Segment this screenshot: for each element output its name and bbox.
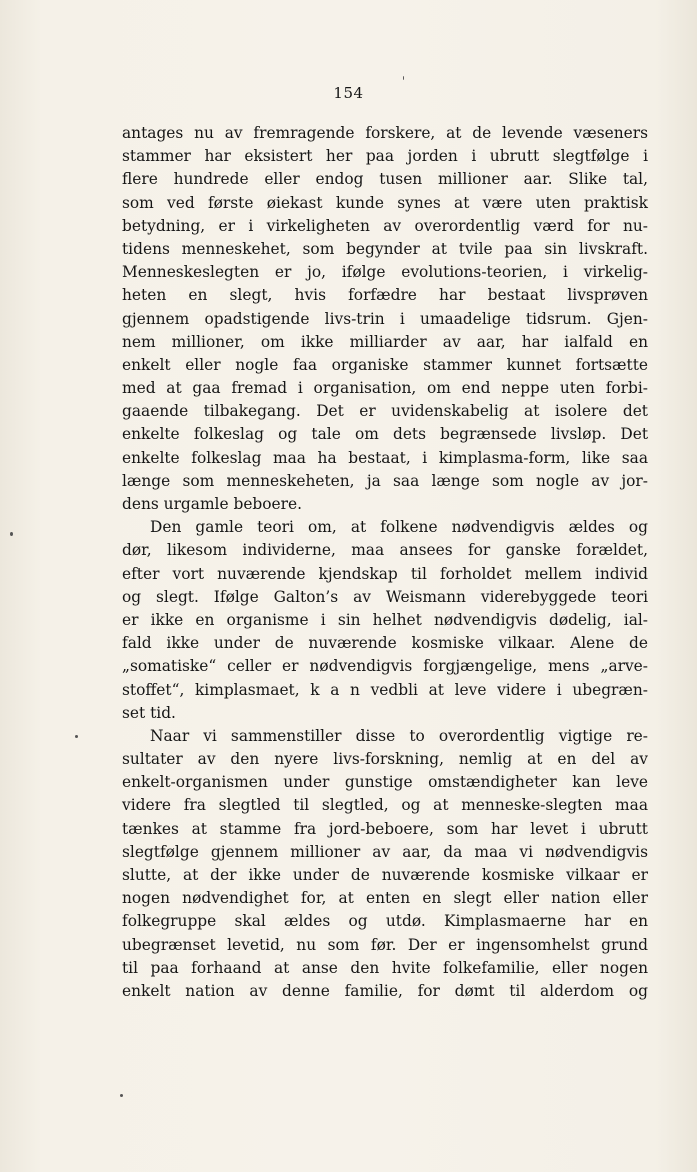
- text-line: ubegrænset levetid, nu som før. Der er ingensomhelst grund: [122, 935, 648, 954]
- text-line: fald ikke under de nuværende kosmiske vilkaar. Alene de: [122, 634, 648, 653]
- text-line: Naar vi sammenstiller disse to overordentlig vigtige re-: [150, 726, 648, 745]
- text-line: nem millioner, om ikke milliarder av aar, har ialfald en: [122, 332, 648, 351]
- margin-speck: [75, 735, 78, 738]
- text-line: til paa forhaand at anse den hvite folkefamilie, eller nogen: [122, 958, 648, 977]
- text-line: heten en slegt, hvis forfædre har bestaat livsprøven: [122, 286, 648, 305]
- text-line: sultater av den nyere livs-forskning, nemlig at en del av: [122, 750, 648, 769]
- text-line: flere hundrede eller endog tusen millioner aar. Slike tal,: [122, 170, 648, 189]
- text-line: gjennem opadstigende livs-trin i umaadelige tidsrum. Gjen-: [122, 309, 648, 328]
- text-line: stoffet“, kimplasmaet, k a n vedbli at leve videre i ubegræn-: [122, 680, 648, 699]
- text-line: enkelte folkeslag og tale om dets begrænsede livsløp. Det: [122, 425, 648, 444]
- page-number: 154: [333, 84, 364, 102]
- paragraph: [122, 516, 648, 725]
- text-line: tidens menneskehet, som begynder at tvile paa sin livskraft.: [122, 239, 648, 258]
- text-line: enkelt-organismen under gunstige omstændigheter kan leve: [122, 773, 648, 792]
- text-line: enkelt nation av denne familie, for dømt til alderdom og: [122, 981, 648, 1000]
- text-line: længe som menneskeheten, ja saa længe som nogle av jor-: [122, 471, 648, 490]
- text-line: efter vort nuværende kjendskap til forholdet mellem individ: [122, 564, 648, 583]
- text-line: set tid.: [122, 703, 176, 722]
- text-line: slutte, at der ikke under de nuværende kosmiske vilkaar er: [122, 866, 648, 884]
- text-line: dens urgamle beboere.: [122, 495, 303, 513]
- text-line: som ved første øiekast kunde synes at være uten praktisk: [122, 193, 648, 212]
- margin-speck: [120, 1094, 123, 1097]
- text-line: „somatiske“ celler er nødvendigvis forgjængelige, mens „arve-: [122, 657, 648, 676]
- margin-speck: [403, 76, 404, 80]
- text-line: gaaende tilbakegang. Det er uvidenskabelig at isolere det: [122, 402, 648, 421]
- margin-speck: [10, 532, 13, 536]
- text-line: enkelte folkeslag maa ha bestaat, i kimplasma-form, like saa: [122, 448, 648, 467]
- body-text: [122, 122, 648, 1003]
- text-line: videre fra slegtled til slegtled, og at menneske-slegten maa: [122, 796, 648, 815]
- text-line: Menneskeslegten er jo, ifølge evolutions-teorien, i virkelig-: [122, 263, 648, 282]
- text-line: stammer har eksistert her paa jorden i ubrutt slegtfølge i: [122, 147, 648, 166]
- text-line: dør, likesom individerne, maa ansees for ganske forældet,: [122, 541, 648, 560]
- text-line: folkegruppe skal ældes og utdø. Kimplasmaerne har en: [122, 912, 648, 931]
- text-line: nogen nødvendighet for, at enten en slegt eller nation eller: [122, 889, 648, 908]
- text-line: antages nu av fremragende forskere, at de levende væseners: [122, 124, 648, 142]
- text-line: betydning, er i virkeligheten av overordentlig værd for nu-: [122, 216, 648, 235]
- text-line: og slegt. Ifølge Galton’s av Weismann viderebyggede teori: [122, 587, 648, 606]
- text-line: Den gamle teori om, at folkene nødvendigvis ældes og: [150, 518, 648, 537]
- text-line: slegtfølge gjennem millioner av aar, da maa vi nødvendigvis: [122, 842, 648, 861]
- paragraph: [122, 725, 648, 1003]
- text-line: er ikke en organisme i sin helhet nødvendigvis dødelig, ial-: [122, 610, 648, 629]
- text-line: med at gaa fremad i organisation, om end neppe uten forbi-: [122, 379, 648, 398]
- paragraph: [122, 122, 648, 516]
- text-line: enkelt eller nogle faa organiske stammer kunnet fortsætte: [122, 355, 648, 374]
- text-line: tænkes at stamme fra jord-beboere, som har levet i ubrutt: [122, 819, 648, 838]
